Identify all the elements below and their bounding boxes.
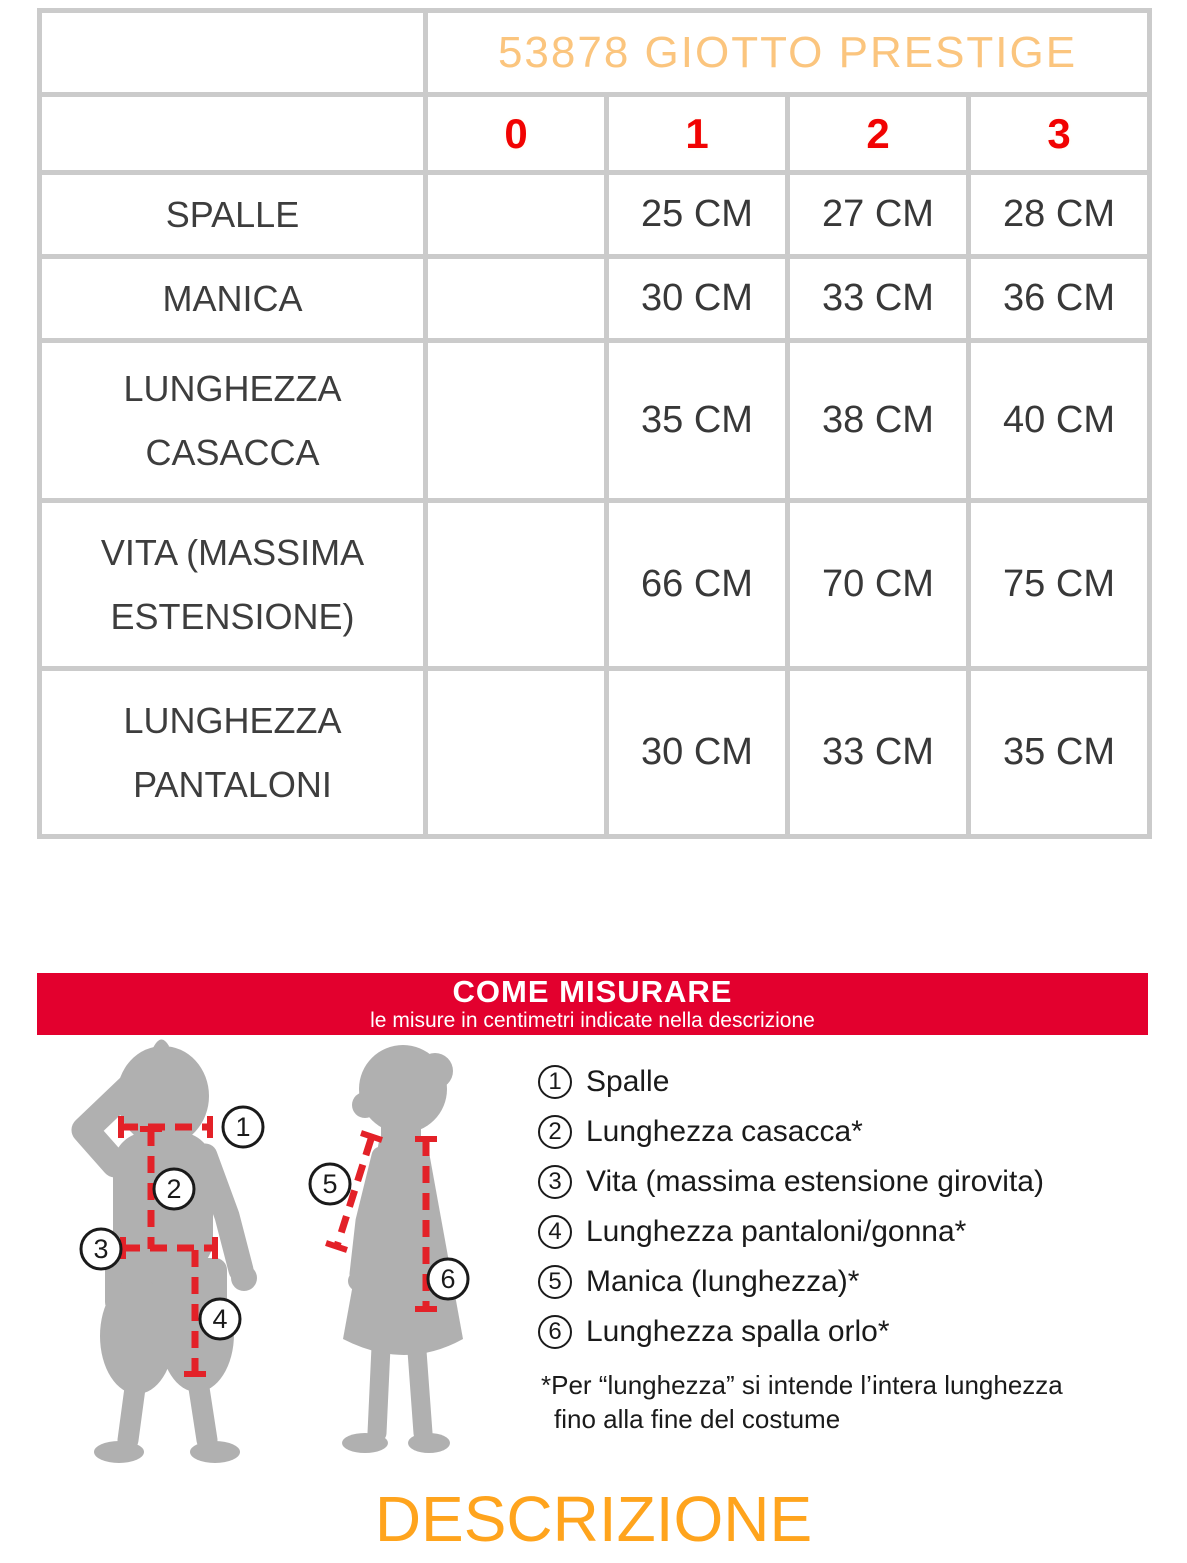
circled-number-icon: 6: [538, 1315, 572, 1349]
redacted-cell: [426, 669, 607, 837]
measure-value: 33 CM: [788, 257, 969, 341]
marker-2: 2: [166, 1174, 182, 1204]
redacted-cell: [426, 173, 607, 257]
row-label-spalle: SPALLE: [40, 173, 426, 257]
footnote: [541, 1368, 1181, 1436]
measure-value: 66 CM: [607, 501, 788, 669]
marker-1: 1: [235, 1112, 251, 1142]
banner-title: COME MISURARE: [452, 974, 733, 1009]
size-table: [37, 8, 1152, 839]
list-item: [538, 1157, 1183, 1207]
measure-value: 75 CM: [969, 501, 1150, 669]
table-row: [40, 341, 1150, 501]
measurement-diagram: [38, 1037, 530, 1470]
measure-value: 27 CM: [788, 173, 969, 257]
marker-3: 3: [93, 1234, 109, 1264]
footnote-line-1: *Per “lunghezza” si intende l’intera lunghezza: [541, 1370, 1063, 1400]
circled-number-icon: 4: [538, 1215, 572, 1249]
list-item-label: Spalle: [586, 1065, 670, 1098]
list-item-label: Lunghezza pantaloni/gonna*: [586, 1215, 967, 1248]
measure-value: 30 CM: [607, 669, 788, 837]
row-label-manica: MANICA: [40, 257, 426, 341]
measure-value: 35 CM: [969, 669, 1150, 837]
size-header-0: 0: [426, 95, 607, 173]
list-item: [538, 1057, 1183, 1107]
size-header-empty-cell: [40, 95, 426, 173]
row-label-lunghezza-casacca: LUNGHEZZA CASACCA: [40, 341, 426, 501]
redacted-cell: [426, 501, 607, 669]
measure-value: 35 CM: [607, 341, 788, 501]
list-item-label: Vita (massima estensione girovita): [586, 1165, 1044, 1198]
measure-value: 40 CM: [969, 341, 1150, 501]
table-row: [40, 257, 1150, 341]
measure-value: 30 CM: [607, 257, 788, 341]
marker-4: 4: [212, 1304, 228, 1334]
table-corner-cell: [40, 11, 426, 95]
measure-value: 25 CM: [607, 173, 788, 257]
measure-value: 36 CM: [969, 257, 1150, 341]
marker-6: 6: [440, 1264, 456, 1294]
measure-value: 70 CM: [788, 501, 969, 669]
redacted-cell: [426, 257, 607, 341]
row-label-lunghezza-pantaloni: LUNGHEZZA PANTALONI: [40, 669, 426, 837]
measure-list: [538, 1057, 1183, 1357]
table-row: [40, 501, 1150, 669]
size-header-1: 1: [607, 95, 788, 173]
circled-number-icon: 1: [538, 1065, 572, 1099]
girl-silhouette-image: [342, 1045, 463, 1453]
measure-value: 38 CM: [788, 341, 969, 501]
list-item-label: Lunghezza casacca*: [586, 1115, 863, 1148]
list-item: [538, 1207, 1183, 1257]
measure-value: 28 CM: [969, 173, 1150, 257]
list-item-label: Manica (lunghezza)*: [586, 1265, 860, 1298]
list-item: [538, 1257, 1183, 1307]
descrizione-heading: DESCRIZIONE: [374, 1483, 813, 1555]
table-row: [40, 669, 1150, 837]
list-item-label: Lunghezza spalla orlo*: [586, 1315, 890, 1348]
row-label-vita: VITA (MASSIMA ESTENSIONE): [40, 501, 426, 669]
size-header-3: 3: [969, 95, 1150, 173]
size-header-2: 2: [788, 95, 969, 173]
list-item: [538, 1107, 1183, 1157]
circled-number-icon: 2: [538, 1115, 572, 1149]
banner-subtitle: le misure in centimetri indicate nella descrizione: [370, 1009, 815, 1032]
marker-5: 5: [322, 1169, 338, 1199]
come-misurare-banner: [37, 973, 1148, 1035]
footnote-line-2: fino alla fine del costume: [554, 1404, 841, 1434]
redacted-cell: [426, 341, 607, 501]
table-row: [40, 173, 1150, 257]
circled-number-icon: 3: [538, 1165, 572, 1199]
circled-number-icon: 5: [538, 1265, 572, 1299]
measure-value: 33 CM: [788, 669, 969, 837]
list-item: [538, 1307, 1183, 1357]
product-title: 53878 GIOTTO PRESTIGE: [426, 11, 1150, 95]
